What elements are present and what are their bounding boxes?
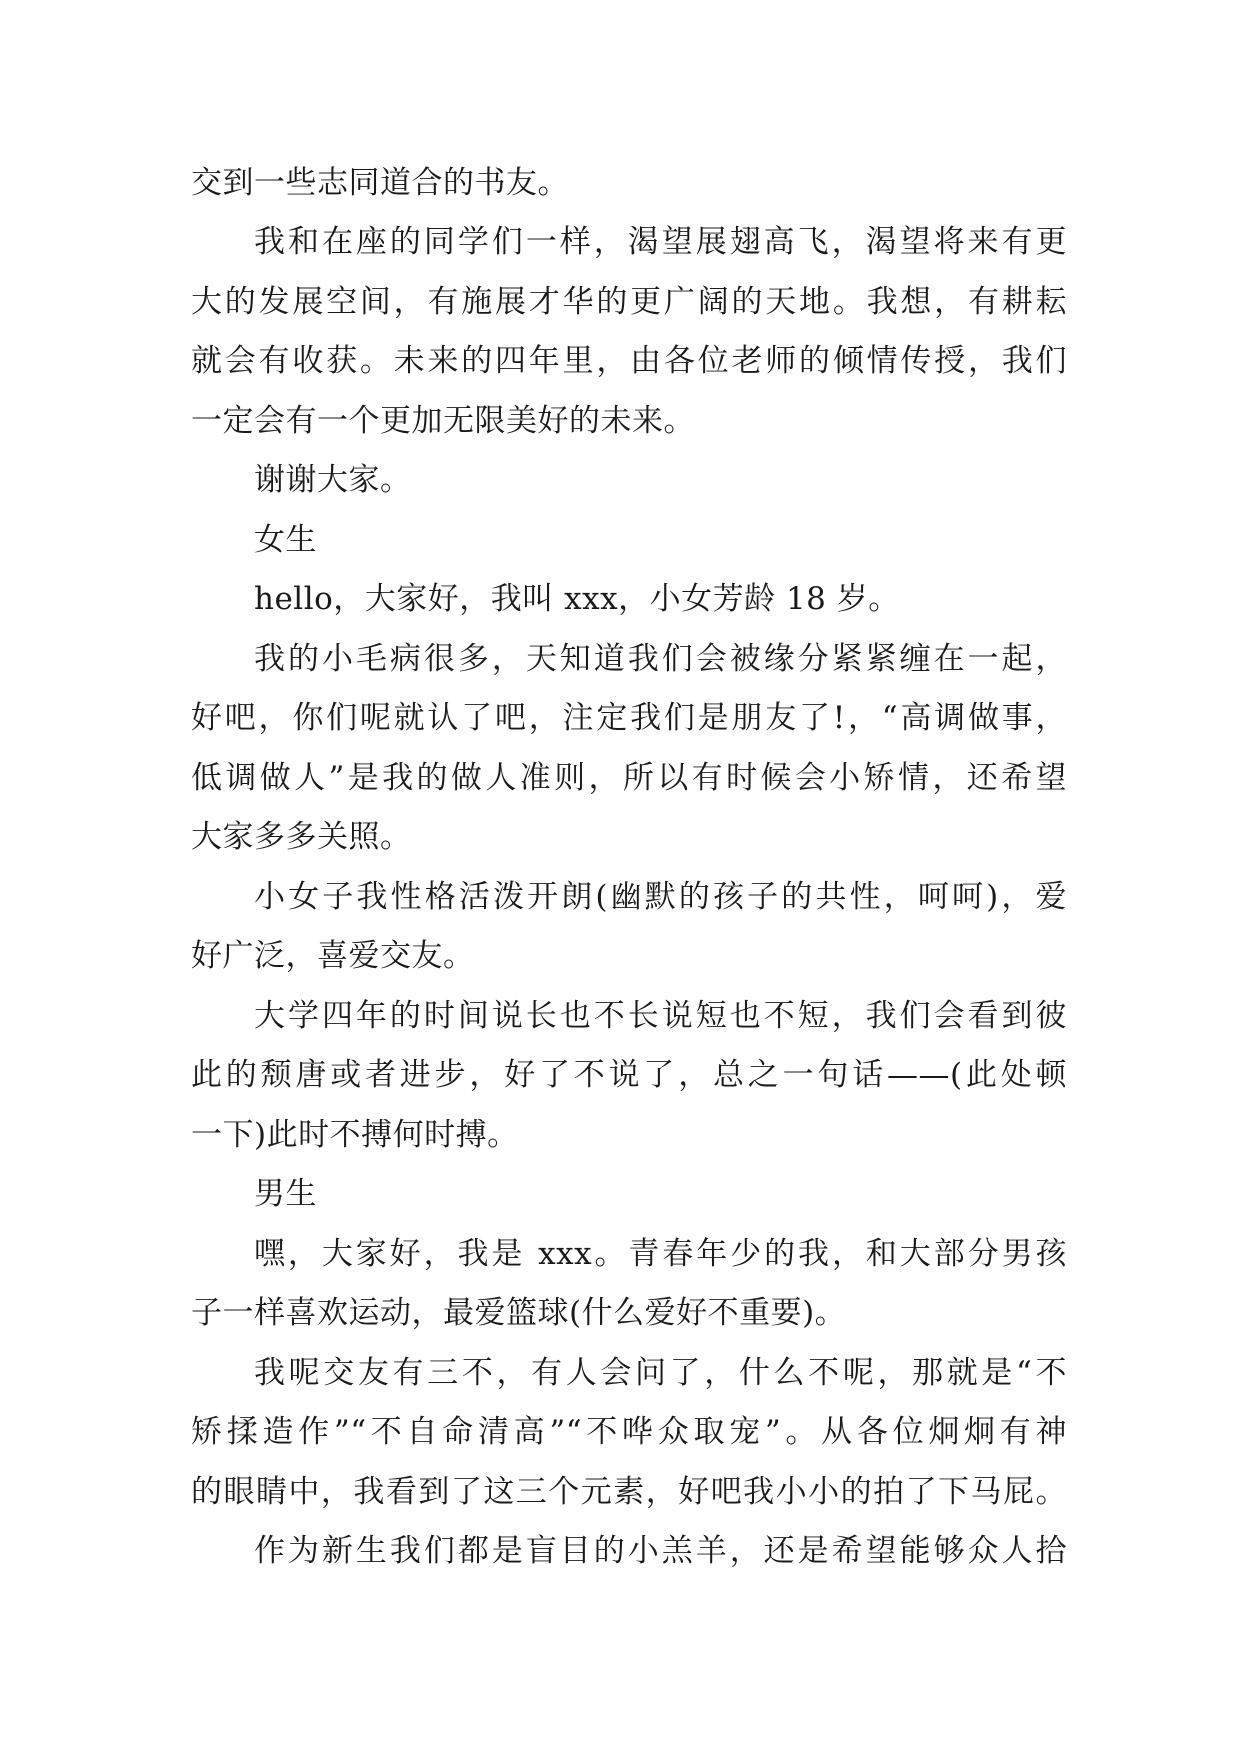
text-line: 大的发展空间，有施展才华的更广阔的天地。我想，有耕耘 [191,284,1067,320]
text-line: 就会有收获。未来的四年里，由各位老师的倾情传授，我们 [191,343,1067,379]
text-line: 谢谢大家。 [254,462,412,498]
text-line: 一定会有一个更加无限美好的未来。 [191,403,695,439]
text-line: 嘿，大家好，我是 xxx。青春年少的我，和大部分男孩 [254,1236,1067,1272]
text-line: 我呢交友有三不，有人会问了，什么不呢，那就是“不 [254,1355,1067,1391]
text-line: 大家多多关照。 [191,819,412,855]
text-line: 作为新生我们都是盲目的小羔羊，还是希望能够众人拾 [254,1533,1067,1569]
text-line: 矫揉造作”“不自命清高”“不哗众取宠”。从各位炯炯有神 [191,1414,1067,1450]
text-line: 我的小毛病很多，天知道我们会被缘分紧紧缠在一起， [254,641,1067,677]
section-heading: 女生 [254,522,317,558]
text-line: 我和在座的同学们一样，渴望展翅高飞，渴望将来有更 [254,224,1067,260]
text-line: 一下)此时不搏何时搏。 [191,1117,519,1153]
text-line: 好广泛，喜爱交友。 [191,938,475,974]
text-line: hello，大家好，我叫 xxx，小女芳龄 18 岁。 [254,581,900,617]
text-line: 子一样喜欢运动，最爱篮球(什么爱好不重要)。 [191,1295,847,1331]
text-line: 好吧，你们呢就认了吧，注定我们是朋友了!，“高调做事， [191,700,1067,736]
text-line: 此的颓唐或者进步，好了不说了，总之一句话——(此处顿 [191,1057,1067,1093]
text-line: 交到一些志同道合的书友。 [191,165,569,201]
text-line: 低调做人”是我的做人准则，所以有时候会小矫情，还希望 [191,760,1067,796]
text-line: 的眼睛中，我看到了这三个元素，好吧我小小的拍了下马屁。 [191,1474,1067,1510]
text-line: 大学四年的时间说长也不长说短也不短，我们会看到彼 [254,998,1067,1034]
section-heading: 男生 [254,1176,317,1212]
text-line: 小女子我性格活泼开朗(幽默的孩子的共性，呵呵)，爱 [254,879,1067,915]
